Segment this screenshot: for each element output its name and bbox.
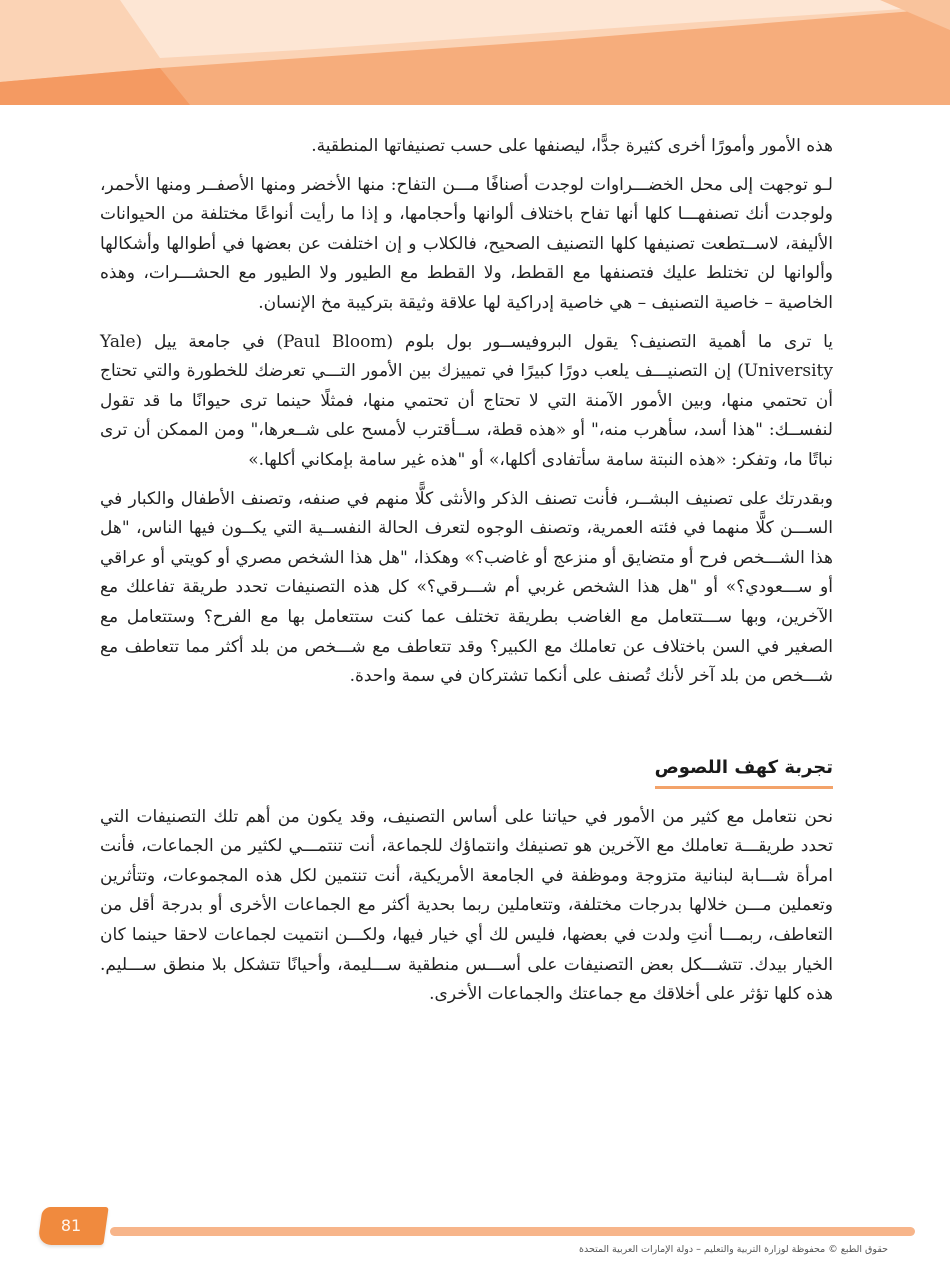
paragraph-3: يا ترى ما أهمية التصنيف؟ يقول البروفيســور بول بلوم (Paul Bloom) في جامعة ييل (Yale University) إن التصنيـــف يلعب دورًا كبيرًا في تمييزك بين الأمور التـــي تعرضك للخطورة والتي تحتاج أن تحتمي منها، وبين الأمور الآمنة التي لا تحتاج أن تحتمي منها، فمثلًا حينما ترى حيوانًا ما قد تقول لنفســك: "هذا أسد، سأهرب منه،" أو «هذه قطة، ســأقترب لأمسح على شــعرها،" ومن الممكن أن ترى نباتًا ما، وتفكر: «هذه النبتة سامة سأتفادى أكلها،» أو "هذه غير سامة بإمكاني أكلها.» bbox=[100, 331, 833, 470]
copyright-text: حقوق الطبع © محفوظة لوزارة التربية والتعليم – دولة الإمارات العربية المتحدة bbox=[579, 1244, 888, 1255]
section-title: تجربة كهف اللصوص bbox=[655, 755, 833, 789]
section-paragraph: نحن نتعامل مع كثير من الأمور في حياتنا على أساس التصنيف، وقد يكون من أهم تلك التصنيفات التي تحدد طريقـــة تعاملك مع الآخرين هو تصنيفك وانتماؤك للجماعة، أنت تنتمـــي لكثير من الجماعات، فأنت امرأة شـــابة لبنانية متزوجة وموظفة في الجامعة الأمريكية، أنت تنتمين لكل هذه المجموعات، وتتأثرين وتعملين مـــن خلالها بدرجات مختلفة، وتتعاملين ربما بحدية أكثر مع الجماعات الأخرى أو بدرجة أقل من التعاطف، ربمـــا أنتِ ولدت في بعضها، فليس لك أي خيار فيها، ولكـــن انتميت لجماعات لاحقا حينما كان الخيار بيدك. تتشـــكل بعض التصنيفات على أســـس منطقية ســـليمة، وأحيانًا تتشكل بلا منطق ســـليم. هذه كلها تؤثر على أخلاقك مع جماعتك والجماعات الأخرى. bbox=[100, 806, 833, 1005]
paragraph-2: لـو توجهت إلى محل الخضـــراوات لوجدت أصنافًا مـــن التفاح: منها الأخضر ومنها الأصفــر ومنها الأحمر، ولوجدت أنك تصنفهـــا كلها أنها تفاح باختلاف ألوانها وأحجامها، و إذا ما رأيت أنواعًا مختلفة من الحيوانات الأليفة، لاســتطعت تصنيفها كلها التصنيف الصحيح، فالكلاب و إن اختلفت عن بعضها في أطوالها وأشكالها وألوانها لن تختلط عليك فتصنفها مع القطط، ولا القطط مع الطيور ولا الطيور مع الحشـــرات، وهذه الخاصية – خاصية التصنيف – هي خاصية إدراكية لها علاقة وثيقة بتركيبة مخ الإنسان. bbox=[100, 174, 833, 313]
main-content bbox=[100, 132, 833, 1019]
paragraph-4: وبقدرتك على تصنيف البشــر، فأنت تصنف الذكر والأنثى كلًّا منهم في صنفه، وتصنف الأطفال والكبار في الســـن كلًّا منهما في فئته العمرية، وتصنف الوجوه لتعرف الحالة النفســية التي يكــون فيها الناس، "هل هذا الشـــخص فرح أو متضايق أو منزعج أو غاضب؟» وهكذا، "هل هذا الشخص مصري أو كويتي أو عراقي أو ســـعودي؟» أو "هل هذا الشخص غربي أم شـــرقي؟» كل هذه التصنيفات تحدد طريقة تفاعلك مع الآخرين، وبها ســـتتعامل مع الغاضب بطريقة تختلف عما كنت ستتعامل بها مع الفرح؟ وستتعامل مع الصغير في السن باختلاف عن تعاملك مع الكبير؟ وقد تتعاطف مع شـــخص من بلد أكثر مما تتعاطف مع شـــخص من بلد آخر لأنك تُصنف على أنكما تشتركان في سمة واحدة. bbox=[100, 488, 833, 687]
footer-bar bbox=[110, 1227, 915, 1236]
paragraph-1: هذه الأمور وأمورًا أخرى كثيرة جدًّا، ليصنفها على حسب تصنيفاتها المنطقية. bbox=[311, 136, 833, 156]
header-decorative-band bbox=[0, 0, 950, 105]
page-number: 81 bbox=[60, 1216, 82, 1235]
